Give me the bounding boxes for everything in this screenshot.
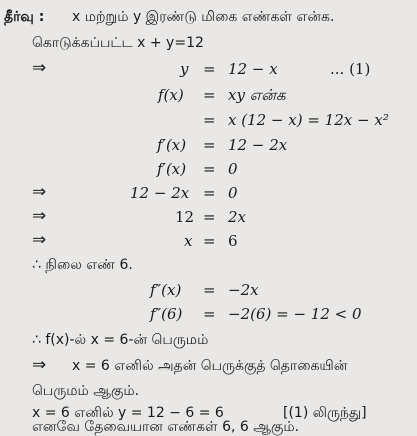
fpp-eq: = (203, 281, 216, 299)
fpx0-eq: = (203, 160, 216, 178)
fpp6-rhs: −2(6) = − 12 < 0 (228, 305, 362, 323)
fpx0-lhs: f′(x) (157, 160, 187, 178)
y-rhs: 12 − x (228, 60, 278, 78)
step1-eq: = (203, 184, 216, 202)
fx2-rhs: x (12 − x) = 12x − x² (228, 111, 389, 129)
fpx-eq: = (203, 136, 216, 154)
fpx0-rhs: 0 (228, 160, 238, 178)
y-value-line: x = 6 எனில் y = 12 − 6 = 6 (32, 405, 224, 421)
solution-heading: தீர்வு : (4, 9, 45, 25)
implies-arrow: ⇒ (32, 355, 47, 375)
step3-rhs: 6 (228, 232, 238, 250)
max-statement: ∴ f(x)-ல் x = 6-ன் பெருமம் (32, 332, 209, 348)
intro-text: x மற்றும் y இரண்டு மிகை எண்கள் என்க. (72, 9, 335, 25)
final-answer: எனவே தேவையான எண்கள் 6, 6 ஆகும். (32, 419, 300, 435)
step2-lhs: 12 (175, 208, 195, 226)
y-eq: = (203, 60, 216, 78)
step2-eq: = (203, 208, 216, 226)
fpp6-lhs: f″(6) (150, 305, 183, 323)
step3-lhs: x (184, 232, 193, 250)
fpp-lhs: f″(x) (150, 281, 182, 299)
step2-rhs: 2x (228, 208, 247, 226)
fx2-eq: = (203, 111, 216, 129)
given-text: கொடுக்கப்பட்ட x + y=12 (32, 35, 204, 51)
reference-note: [(1) லிருந்து] (283, 405, 367, 421)
fx-lhs: f(x) (158, 86, 184, 104)
fx-rhs: xy என்க (228, 86, 286, 104)
fpp-rhs: −2x (228, 281, 259, 299)
fx-eq: = (203, 86, 216, 104)
conclusion-line-2: பெருமம் ஆகும். (32, 383, 140, 399)
conclusion-line-1: x = 6 எனில் அதன் பெருக்குத் தொகையின் (72, 358, 348, 374)
fpp6-eq: = (203, 305, 216, 323)
implies-arrow: ⇒ (32, 58, 47, 78)
y-lhs: y (180, 60, 189, 78)
stationary-point-text: ∴ நிலை எண் 6. (32, 257, 133, 273)
step3-eq: = (203, 232, 216, 250)
fpx-lhs: f′(x) (157, 136, 187, 154)
step1-rhs: 0 (228, 184, 238, 202)
fpx-rhs: 12 − 2x (228, 136, 288, 154)
implies-arrow: ⇒ (32, 230, 47, 250)
equation-ref-1: ... (1) (330, 60, 371, 78)
step1-lhs: 12 − 2x (130, 184, 190, 202)
implies-arrow: ⇒ (32, 206, 47, 226)
implies-arrow: ⇒ (32, 182, 47, 202)
